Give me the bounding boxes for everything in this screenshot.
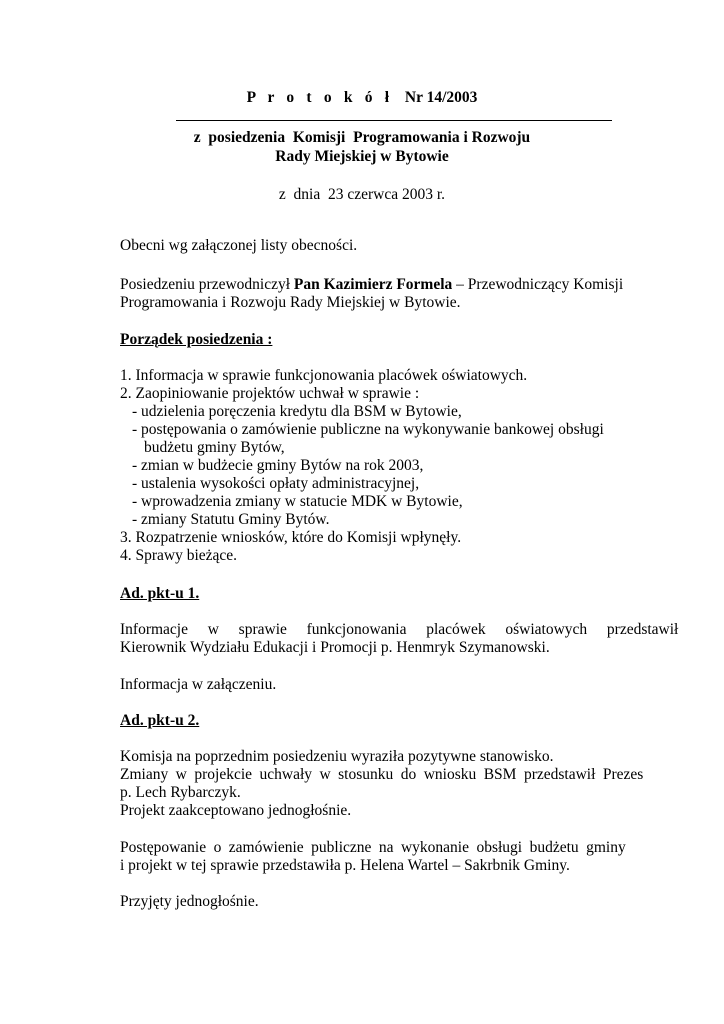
section-1-heading: Ad. pkt-u 1. <box>120 585 200 602</box>
section-2-line-3: p. Lech Rybarczyk. <box>120 784 241 801</box>
chair-paragraph <box>120 276 639 312</box>
list-item: - ustalenia wysokości opłaty administracyjnej, <box>132 475 420 492</box>
list-item: 1. Informacja w sprawie funkcjonowania placówek oświatowych. <box>120 367 528 384</box>
agenda-list <box>120 367 639 565</box>
title-word: P r o t o k ó ł <box>246 89 394 106</box>
document-subtitle <box>0 128 724 166</box>
section-1-line-1: Informacje w sprawie funkcjonowania placówek oświatowych przedstawił <box>120 621 679 638</box>
list-item: 2. Zaopiniowanie projektów uchwał w sprawie : <box>120 385 420 402</box>
list-item: - zmian w budżecie gminy Bytów na rok 2003, <box>132 457 424 474</box>
list-item: - postępowania o zamówienie publiczne na wykonywanie bankowej obsługi <box>132 421 604 438</box>
section-1-attachment-note: Informacja w załączeniu. <box>120 676 277 693</box>
chair-suffix: – Przewodniczący Komisji <box>452 276 624 293</box>
section-2-paragraph-3: Przyjęty jednogłośnie. <box>120 893 259 910</box>
document-title <box>0 89 724 107</box>
section-2-p2-line-1: Postępowanie o zamówienie publiczne na wykonanie obsługi budżetu gminy <box>120 839 626 856</box>
section-2-line-4: Projekt zaakceptowano jednogłośnie. <box>120 802 352 819</box>
section-2-p2-line-2: i projekt w tej sprawie przedstawiła p. Helena Wartel – Sakrbnik Gminy. <box>120 857 570 874</box>
agenda-heading: Porządek posiedzenia : <box>120 331 273 348</box>
section-2-line-1: Komisja na poprzednim posiedzeniu wyraziła pozytywne stanowisko. <box>120 748 554 765</box>
list-item: 3. Rozpatrzenie wniosków, które do Komisji wpłynęły. <box>120 529 462 546</box>
section-1-paragraph <box>120 621 679 657</box>
list-item: 4. Sprawy bieżące. <box>120 547 238 564</box>
document-date: z dnia 23 czerwca 2003 r. <box>278 186 446 203</box>
subtitle-line-2: Rady Miejskiej w Bytowie <box>275 148 449 165</box>
section-2-line-2: Zmiany w projekcie uchwały w stosunku do wniosku BSM przedstawił Prezes <box>120 766 644 783</box>
section-1-line-2: Kierownik Wydziału Edukacji i Promocji p. Henmryk Szymanowski. <box>120 639 550 656</box>
section-2-paragraph-1 <box>120 748 644 820</box>
title-underline <box>176 120 612 121</box>
list-item: - wprowadzenia zmiany w statucie MDK w Bytowie, <box>132 493 463 510</box>
list-item: budżetu gminy Bytów, <box>144 439 285 456</box>
chair-name: Pan Kazimierz Formela <box>293 276 453 293</box>
attendance-paragraph: Obecni wg załączonej listy obecności. <box>120 237 358 254</box>
chair-line-2: Programowania i Rozwoju Rady Miejskiej w Bytowie. <box>120 294 461 311</box>
chair-prefix: Posiedzeniu przewodniczył <box>120 276 294 293</box>
subtitle-line-1: z posiedzenia Komisji Programowania i Rozwoju <box>193 129 531 146</box>
section-2-heading: Ad. pkt-u 2. <box>120 712 200 729</box>
list-item: - udzielenia poręczenia kredytu dla BSM w Bytowie, <box>132 403 462 420</box>
list-item: - zmiany Statutu Gminy Bytów. <box>132 511 330 528</box>
section-2-paragraph-2 <box>120 839 639 875</box>
title-number: Nr 14/2003 <box>404 89 478 106</box>
